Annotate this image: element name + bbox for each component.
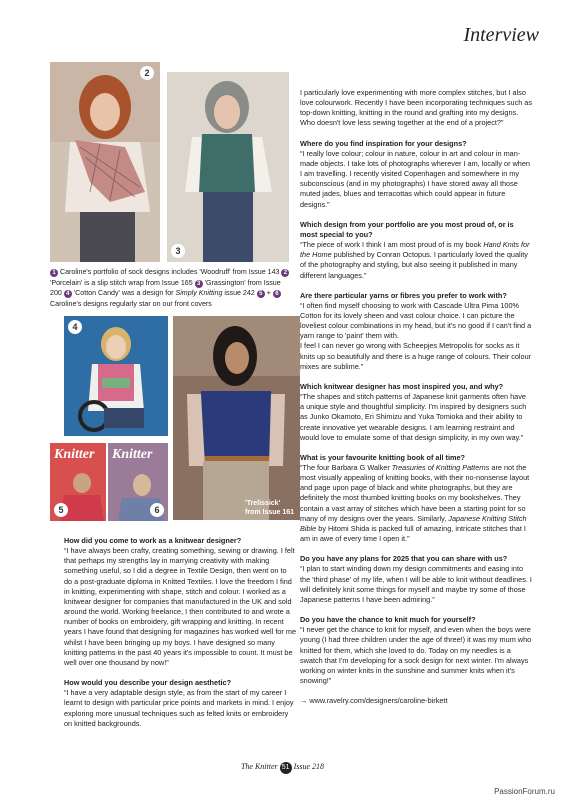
cover-5-masthead: Knitter [54, 447, 95, 462]
caption-top [50, 267, 292, 309]
footer-page-number: 51 [280, 762, 292, 774]
ravelry-link[interactable]: → www.ravelry.com/designers/caroline-birkett [300, 696, 448, 706]
caption-num-6: 6 [273, 290, 281, 298]
photo-grassington [167, 72, 289, 262]
answer-favourite-book: “The four Barbara G Walker Treasuries of Knitting Patterns are not the most visually appealing of knitting books, with their no-nonsense layout and page upon page of black and white photographs, but they are definitely the most thumbed knitting books on my bookshelves. They contain a vast array of stitches which have been a starting point for so many of my designs over the years. Similarly, Japanese Knitting Stitch Bible by Hitomi Shida is packed full of amazing, intricate stitches that I am in awe of every time I open it.” [300, 463, 530, 544]
answer-become-designer: “I have always been crafty, creating something, sewing or drawing. I felt that perhaps my strengths lay in marrying creativity with making something useful, so I did a degree in Textile Design, then went on to do a post-graduate diploma in Knitted Textiles. I love the freedom I find in knitting, experimenting with shape, stitch and colour. I worked as a knitwear designer for companies that manufactured in the UK and sold around the world. Working freelance, I then contributed to and wrote a number of books on embroidery, gift wrapping and knitting. In recent years I have found that designing for magazines has worked well for me whilst I have been bringing up my boys. I have designed so many knitting patterns in the past 40 years it's impossible to count. It must be well over one thousand by now!” [64, 546, 297, 667]
photo-woodruff-porcelain [50, 62, 160, 262]
question-design-aesthetic: How would you describe your design aesthetic? [64, 678, 232, 688]
photo-trelissick-image [173, 316, 300, 520]
question-inspiring-designer: Which knitwear designer has most inspired you, and why? [300, 381, 504, 391]
footer-magazine: The Knitter [240, 762, 278, 771]
footer-issue: Issue 218 [293, 762, 325, 771]
caption-text-1: Caroline's portfolio of sock designs includes 'Woodruff' from Issue 143 [59, 268, 280, 276]
caption-text-4b: Simply Knitting [175, 289, 223, 298]
answer-proud-design: “The piece of work I think I am most proud of is my book Hand Knits for the Home published by Conran Octopus. I particularly loved the quality of the photography and styling, but also seeing it published in many different languages.” [300, 240, 530, 280]
photo-2-image [167, 72, 289, 262]
photo-badge-4: 4 [68, 320, 82, 334]
answer-inspiration: “I really love colour; colour in nature, colour in art and colour in man-made objects. I take lots of photographs wherever I am, locally or when I am travelling. I recently visited Copenhagen and somewhere in my subconscious (and in my photographs) I have stored away all those muted jades, blues and terracottas which could appear in future designs.” [300, 148, 530, 209]
caption-text-2: 'Porcelain' is a slip stitch wrap from Issue 165 [50, 278, 193, 287]
caption-text-4c: issue 242 [224, 289, 255, 298]
answer-design-aesthetic: “I have a very adaptable design style, as from the start of my career I learnt to design with particular price points and markets in mind. I enjoy exploring more unusual techniques such as felted knits or embroidery on knitted backgrounds. [64, 688, 294, 728]
photo-badge-6: 6 [150, 503, 164, 517]
caption-amp: + [266, 289, 271, 298]
answer-inspiring-designer: “The shapes and stitch patterns of Japanese knit garments often have a unique style and thoughtful simplicity. I'm inspired by designers such as Junko Okamoto, Eri Shimizu and Yuka Tomioka and their ability to create innovative yet wearable designs. I am learning restraint and would love to emulate some of that design simplicity, in my own way.” [300, 392, 527, 442]
question-knit-for-yourself: Do you have the chance to knit much for yourself? [300, 615, 476, 625]
question-become-designer: How did you come to work as a knitwear designer? [64, 536, 242, 545]
question-yarns: Are there particular yarns or fibres you prefer to work with? [300, 290, 507, 300]
caption-text-5: Caroline's designs regularly star on our front covers [50, 299, 212, 308]
photo-badge-2: 2 [140, 66, 154, 80]
photo-tag-trelissick: 'Trelissick' from Issue 161 [245, 500, 295, 516]
answer-yarns: “I often find myself choosing to work with Cascade Ultra Pima 100% Cotton for its lovely sheen and vast colour choice. I can picture the loveliest colour combinations in my head, but it's no good if I can't find a yarn range to 'paint' them with. [300, 300, 532, 341]
question-proud-design: Which design from your portfolio are you most proud of, or is most special to you? [300, 219, 514, 239]
answer-yarns-2: I feel I can never go wrong with Scheepjes Metropolis for socks as it knits up so beautifully and there is a huge range of colours. Their colour mixes are sublime.” [300, 341, 532, 371]
caption-num-3: 3 [195, 280, 203, 288]
left-column [64, 536, 296, 729]
answer-knit-for-yourself: “I never get the chance to knit for myself, and even when the boys were young (I had three children under the age of three!) it was my mum who knitted for them, which she loved to do. Today on my needles is a swatch that I'm developing for a sock design for next winter. I'm always working on winter knits in the sunshine and summer knits when it's snowing!” [300, 625, 532, 685]
question-inspiration: Where do you find inspiration for your designs? [300, 138, 467, 148]
cover-6 [108, 443, 168, 521]
caption-text-4a: 'Cotton Candy' was a design for [73, 289, 176, 298]
photo-trelissick [173, 316, 300, 520]
caption-num-5: 5 [257, 290, 265, 298]
cover-5 [50, 443, 106, 521]
watermark: PassionForum.ru [494, 787, 555, 796]
caption-num-4: 4 [64, 290, 72, 298]
continued-aesthetic-text: I particularly love experimenting with more complex stitches, but I also love colourwork. Recently I have been incorporating techniques such as top-down knitting, knitting in the round and grafting into my designs. Who doesn't love less sewing together at the end of a project?” [300, 88, 533, 128]
caption-num-2: 2 [281, 269, 289, 277]
question-plans-2025: Do you have any plans for 2025 that you can share with us? [300, 554, 508, 564]
photo-badge-5: 5 [54, 503, 68, 517]
caption-text-3: 'Grassington' from Issue 200 [50, 278, 281, 298]
section-title: Interview [463, 24, 539, 46]
photo-badge-3: 3 [171, 244, 185, 258]
answer-plans-2025: “I plan to start winding down my design commitments and easing into the 'third phase' of my life, when I will be able to knit without deadlines. I will definitely knit some things for myself and maybe try some of those Japanese patterns I have been admiring.” [300, 564, 532, 604]
photo-cotton-candy [64, 316, 168, 436]
photo-4-image [64, 316, 168, 436]
cover-6-masthead: Knitter [112, 447, 153, 462]
question-favourite-book: What is your favourite knitting book of all time? [300, 452, 465, 462]
right-column [300, 88, 532, 706]
page-footer [0, 762, 565, 774]
photo-1-image [50, 62, 160, 262]
caption-num-1: 1 [50, 269, 58, 277]
